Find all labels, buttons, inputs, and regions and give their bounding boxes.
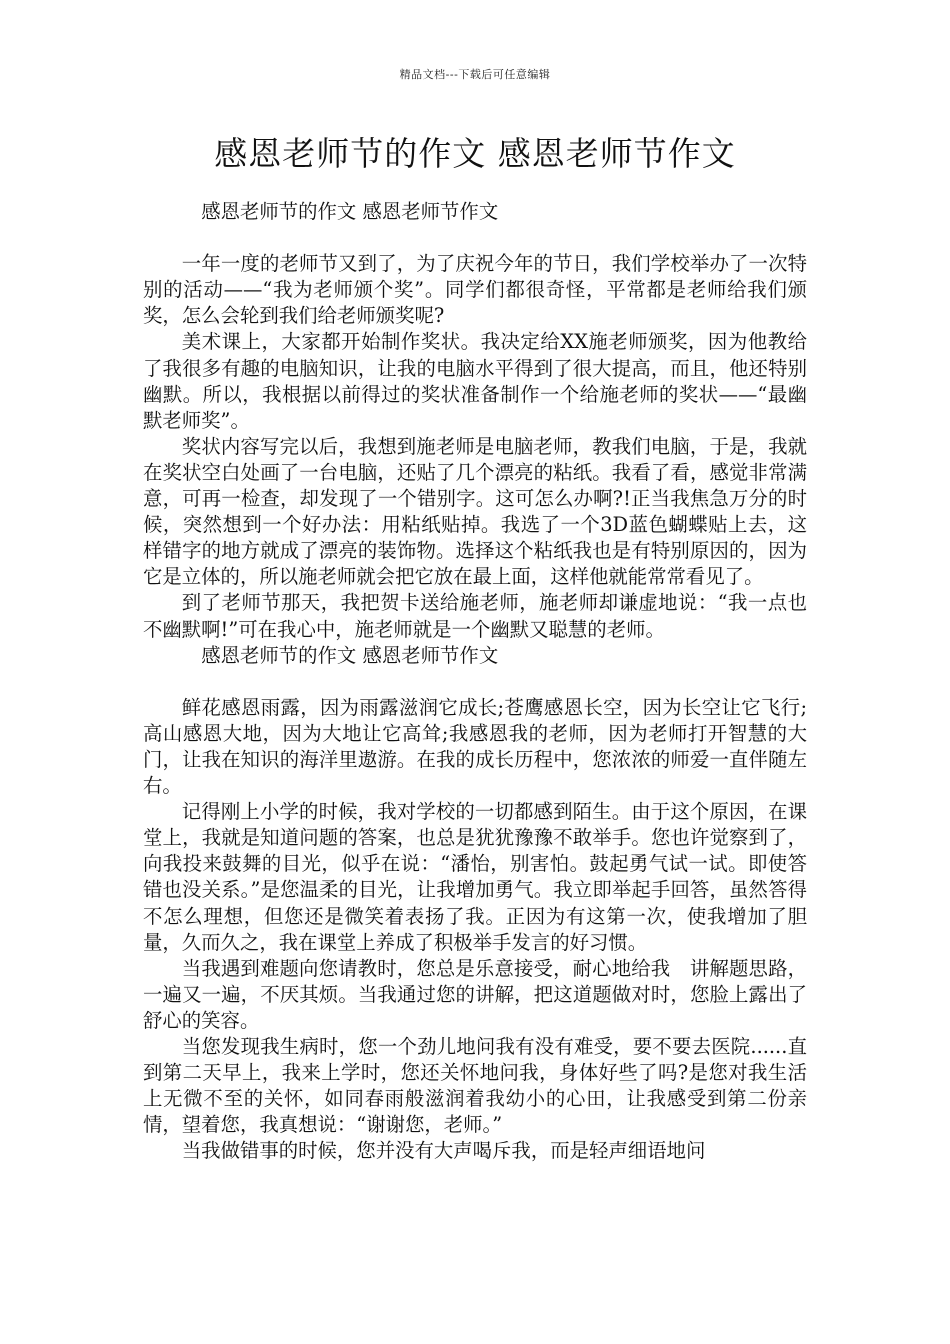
paragraph: 当我遇到难题向您请教时，您总是乐意接受，耐心地给我 讲解题思路，一遍又一遍，不厌其烦。当我通过您的讲解，把这道题做对时，您脸上露出了舒心的笑容。: [143, 956, 807, 1032]
section-subheading-1: 感恩老师节的作文 感恩老师节作文: [201, 200, 499, 223]
paragraph: 到了老师节那天，我把贺卡送给施老师，施老师却谦虚地说：“我一点也不幽默啊!”可在我心中，施老师就是一个幽默又聪慧的老师。: [143, 591, 807, 641]
paragraph: 一年一度的老师节又到了，为了庆祝今年的节日，我们学校举办了一次特别的活动——“我为老师颁个奖”。同学们都很奇怪，平常都是老师给我们颁奖，怎么会轮到我们给老师颁奖呢?: [143, 252, 807, 328]
paragraph: 当您发现我生病时，您一个劲儿地问我有没有难受，要不要去医院......直到第二天早上，我来上学时，您还关怀地问我，身体好些了吗?是您对我生活上无微不至的关怀，如同春雨般滋润着我幼小的心田，让我感受到第二份亲情，望着您，我真想说：“谢谢您，老师。”: [143, 1035, 807, 1137]
paragraph: 鲜花感恩雨露，因为雨露滋润它成长;苍鹰感恩长空，因为长空让它飞行;高山感恩大地，因为大地让它高耸;我感恩我的老师，因为老师打开智慧的大门，让我在知识的海洋里遨游。在我的成长历程中，您浓浓的师爱一直伴随左右。: [143, 695, 807, 798]
paragraph: 记得刚上小学的时候，我对学校的一切都感到陌生。由于这个原因，在课堂上，我就是知道问题的答案，也总是犹犹豫豫不敢举手。您也许觉察到了，向我投来鼓舞的目光，似乎在说：“潘怡，别害怕。鼓起勇气试一试。即使答错也没关系。”是您温柔的目光，让我增加勇气。我立即举起手回答，虽然答得不怎么理想，但您还是微笑着表扬了我。正因为有这第一次，使我增加了胆量，久而久之，我在课堂上养成了积极举手发言的好习惯。: [143, 800, 807, 954]
paragraph: 美术课上，大家都开始制作奖状。我决定给XX施老师颁奖，因为他教给了我很多有趣的电脑知识，让我的电脑水平得到了很大提高，而且，他还特别幽默。所以，我根据以前得过的奖状准备制作一个给施老师的奖状——“最幽默老师奖”。: [143, 330, 807, 432]
blank-line: [143, 225, 807, 251]
document-title: 感恩老师节的作文 感恩老师节作文: [214, 134, 736, 173]
section-subheading-2: 感恩老师节的作文 感恩老师节作文: [201, 643, 499, 667]
document-body: [143, 199, 807, 1164]
paragraph: 奖状内容写完以后，我想到施老师是电脑老师，教我们电脑，于是，我就在奖状空白处画了一台电脑，还贴了几个漂亮的粘纸。我看了看，感觉非常满意，可再一检查，却发现了一个错别字。这可怎么办啊?!正当我焦急万分的时候，突然想到一个好办法：用粘纸贴掉。我选了一个3D蓝色蝴蝶贴上去，这样错字的地方就成了漂亮的装饰物。选择这个粘纸我也是有特别原因的，因为它是立体的，所以施老师就会把它放在最上面，这样他就能常常看见了。: [143, 434, 807, 589]
blank-line: [143, 669, 807, 695]
header-note: 精品文档---下载后可任意编辑: [399, 68, 551, 81]
paragraph: 当我做错事的时候，您并没有大声喝斥我，而是轻声细语地问: [181, 1139, 706, 1163]
